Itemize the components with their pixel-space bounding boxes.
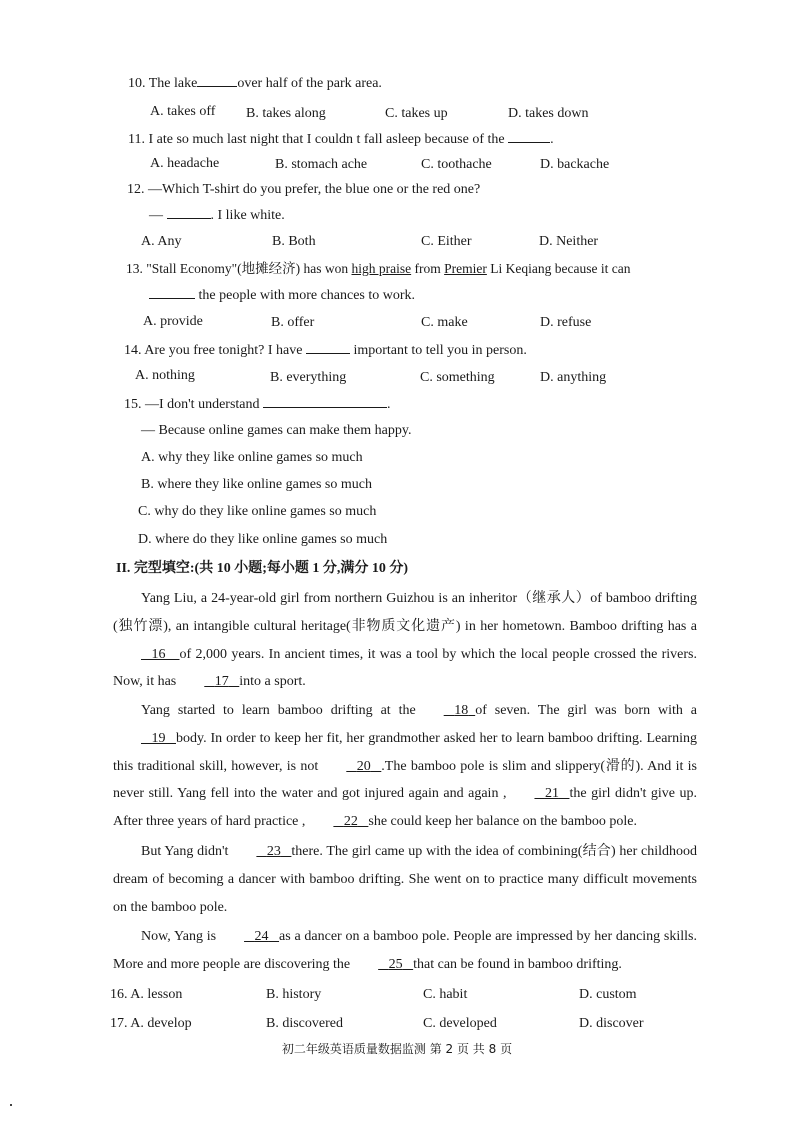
- q13-option-c: C. make: [421, 315, 468, 330]
- scan-speck: [10, 1104, 12, 1106]
- q14-option-b: B. everything: [270, 370, 347, 385]
- blank-17-number: 17: [214, 674, 229, 690]
- passage-p2-f: she could keep her balance on the bamboo pole.: [368, 814, 638, 830]
- q11-blank: [508, 130, 550, 143]
- q13-option-a: A. provide: [143, 314, 203, 329]
- q15-stem: [124, 395, 391, 414]
- q15-blank: [263, 395, 387, 408]
- blank-17: [176, 668, 239, 696]
- q17-option-a: 17. A. develop: [110, 1016, 192, 1031]
- passage-p2-b: of seven. The girl was born with a: [475, 703, 697, 718]
- q15-option-b: B. where they like online games so much: [141, 477, 372, 492]
- q15-stem-pre: 15. —I don't understand: [124, 397, 260, 412]
- q15-option-a: A. why they like online games so much: [141, 450, 363, 465]
- q11-option-c: C. toothache: [421, 157, 492, 172]
- q10-option-c: C. takes up: [385, 106, 448, 121]
- page-footer: 初二年级英语质量数据监测 第 2 页 共 8 页: [281, 1042, 513, 1056]
- blank-25: [350, 951, 413, 979]
- q15-option-c: C. why do they like online games so much: [138, 504, 377, 519]
- q12-reply-post: . I like white.: [210, 208, 285, 223]
- q16-option-d: D. custom: [579, 987, 637, 1002]
- q10-option-a: A. takes off: [150, 104, 216, 119]
- passage-p3-b: there. The girl came up with the idea of combining(结合) her childhood dream of becoming a dancer with bamboo drifting. She went on to practice many difficult movements on the bamboo pole.: [113, 844, 698, 915]
- q14-option-c: C. something: [420, 370, 495, 385]
- q13-stem: [126, 260, 630, 278]
- q11-option-d: D. backache: [540, 157, 610, 172]
- q14-stem: [124, 341, 527, 360]
- blank-24-number: 24: [254, 929, 269, 944]
- blank-18-number: 18: [454, 703, 469, 718]
- q11-stem-post: .: [550, 132, 554, 147]
- q14-stem-post: important to tell you in person.: [353, 343, 527, 358]
- q16-option-a: 16. A. lesson: [110, 987, 183, 1002]
- passage-p3-a: But Yang didn't: [141, 844, 229, 859]
- q13-stem-c: Li Keqiang because it can: [486, 261, 631, 276]
- passage-p2-a: Yang started to learn bamboo drifting at the: [141, 703, 416, 718]
- blank-20: [318, 753, 381, 781]
- q13-stem-b: from: [411, 261, 445, 276]
- passage-p4-c: that can be found in bamboo drifting.: [413, 956, 622, 972]
- passage-p1-a: Yang Liu, a 24-year-old girl from northern Guizhou is an inheritor（继承人）of bamboo drifting (独竹漂), an intangible cultural heritage(非物质文化遗产) in her hometown. Bamboo drifting has a: [113, 591, 697, 634]
- q13-underlined-premier: Premier: [444, 261, 487, 276]
- q12-option-c: C. Either: [421, 234, 472, 249]
- passage-p2-c: body. In order to keep her fit, her grandmother asked her to learn bamboo drifting. Learning this traditional skill, however, is not: [113, 730, 697, 774]
- q11-stem-pre: 11. I ate so much last night that I couldn t fall asleep because of the: [128, 132, 505, 147]
- blank-18: [416, 697, 476, 725]
- q12-option-b: B. Both: [272, 234, 316, 249]
- q15-option-d: D. where do they like online games so much: [138, 532, 388, 547]
- blank-25-number: 25: [388, 956, 403, 972]
- q10-stem: [128, 74, 382, 93]
- blank-22-number: 22: [343, 814, 358, 830]
- passage-p1-b: of 2,000 years. In ancient times, it was a tool by which the local people crossed the rivers. Now, it has: [113, 646, 697, 690]
- passage-paragraph-1: [113, 585, 697, 696]
- q15-stem-post: .: [387, 397, 391, 412]
- q14-option-d: D. anything: [540, 370, 607, 385]
- passage-paragraph-3: [113, 838, 697, 921]
- blank-16-number: 16: [151, 646, 166, 662]
- q13-stem-line2-text: the people with more chances to work.: [198, 288, 416, 303]
- section-2-heading: II. 完型填空:(共 10 小题;每小题 1 分,满分 10 分): [116, 561, 409, 576]
- q10-option-b: B. takes along: [246, 106, 326, 121]
- q14-option-a: A. nothing: [135, 368, 195, 383]
- blank-23: [228, 838, 291, 866]
- q10-option-d: D. takes down: [508, 106, 589, 121]
- q15-reply: — Because online games can make them happy.: [141, 423, 412, 438]
- q12-option-d: D. Neither: [539, 234, 599, 249]
- q10-stem-pre: 10. The lake: [128, 76, 198, 91]
- q12-reply-dash: —: [149, 208, 163, 223]
- q12-blank: [167, 206, 211, 219]
- blank-16: [113, 641, 180, 669]
- q12-reply: [149, 206, 285, 225]
- blank-21: [506, 780, 569, 808]
- blank-22: [305, 808, 368, 836]
- q10-blank: [197, 74, 237, 87]
- q17-option-c: C. developed: [423, 1016, 497, 1031]
- passage-paragraph-4: [113, 923, 697, 979]
- blank-23-number: 23: [266, 844, 281, 859]
- q13-underlined-high-praise: high praise: [351, 261, 412, 276]
- q13-stem-a: 13. "Stall Economy"(地摊经济) has won: [126, 261, 352, 276]
- blank-19: [113, 725, 176, 753]
- blank-24: [216, 923, 279, 951]
- passage-p4-a: Now, Yang is: [141, 929, 217, 944]
- passage-p1-c: into a sport.: [239, 674, 306, 690]
- q13-option-b: B. offer: [271, 315, 315, 330]
- q10-stem-post: over half of the park area.: [237, 76, 382, 91]
- q16-option-b: B. history: [266, 987, 322, 1002]
- blank-19-number: 19: [151, 730, 166, 746]
- q12-option-a: A. Any: [141, 234, 182, 249]
- q16-option-c: C. habit: [423, 987, 468, 1002]
- q12-stem: 12. —Which T-shirt do you prefer, the blue one or the red one?: [127, 182, 481, 197]
- passage-paragraph-2: [113, 697, 697, 836]
- q11-option-a: A. headache: [150, 156, 220, 171]
- q17-option-b: B. discovered: [266, 1016, 343, 1031]
- passage-p2-e: the girl didn't give up. After three years of hard practice ,: [113, 786, 697, 830]
- passage-p2-d: .The bamboo pole is slim and slippery(滑的). And it is never still. Yang fell into the water and got injured again and again ,: [113, 758, 698, 802]
- q14-stem-pre: 14. Are you free tonight? I have: [124, 343, 303, 358]
- blank-21-number: 21: [544, 786, 559, 802]
- passage-p4-b: as a dancer on a bamboo pole. People are impressed by her dancing skills. More and more people are discovering the: [113, 929, 697, 972]
- q14-blank: [306, 341, 350, 354]
- q13-stem-line2: [149, 286, 415, 305]
- q11-option-b: B. stomach ache: [275, 157, 368, 172]
- q11-stem: [128, 130, 554, 149]
- q17-option-d: D. discover: [579, 1016, 644, 1031]
- q13-option-d: D. refuse: [540, 315, 592, 330]
- blank-20-number: 20: [356, 758, 371, 774]
- q13-blank: [149, 286, 195, 299]
